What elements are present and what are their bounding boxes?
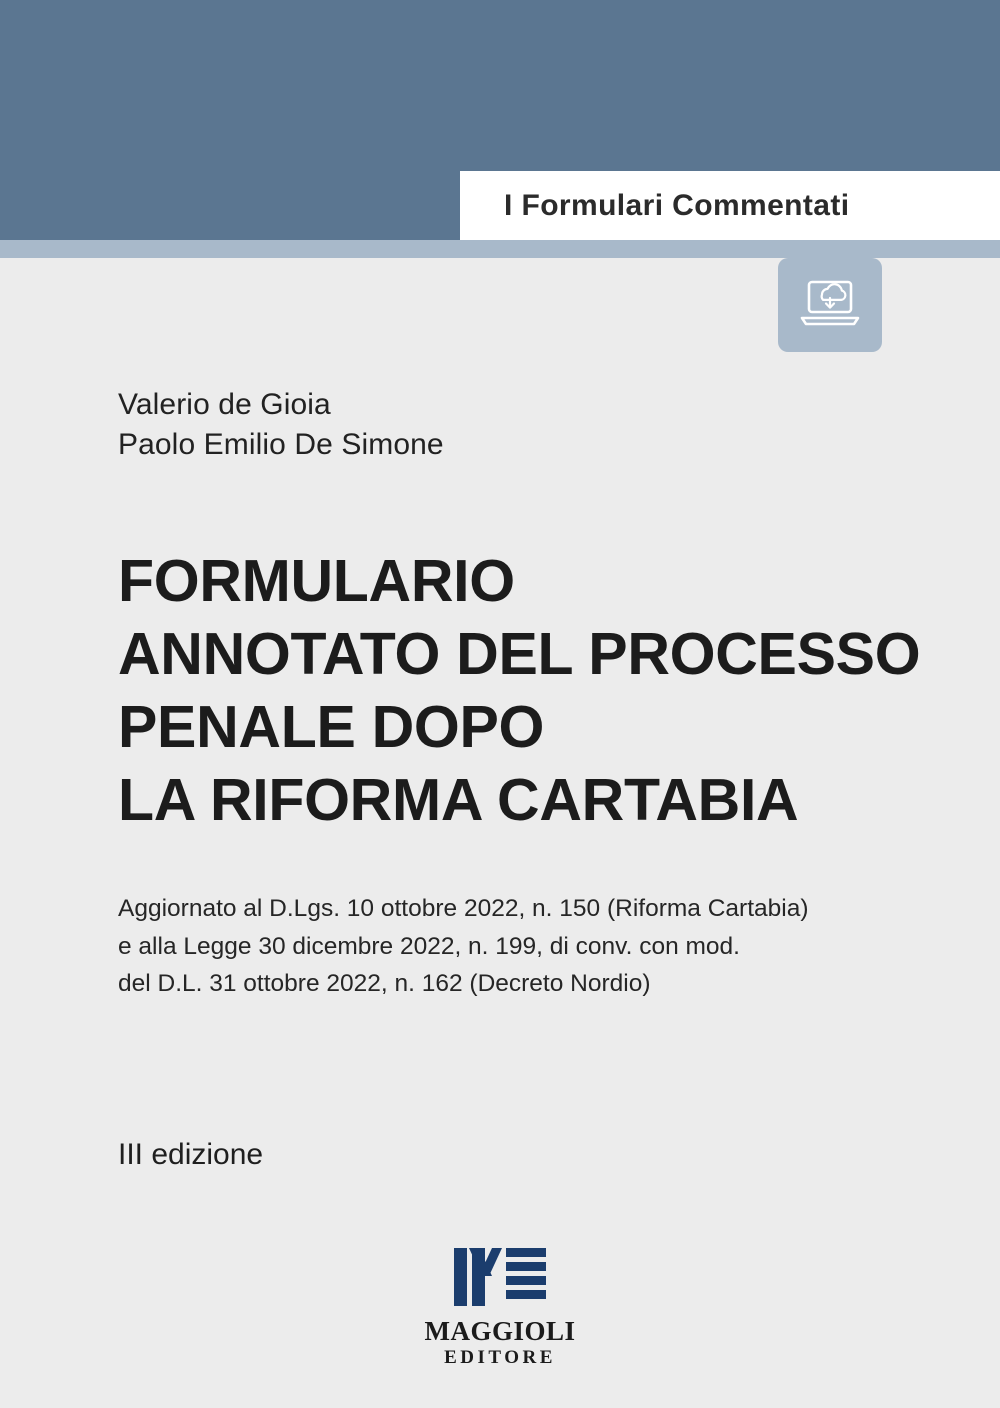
- authors-block: [118, 385, 878, 465]
- author-name: Valerio de Gioia: [118, 388, 331, 421]
- maggioli-logo-mark: [448, 1246, 552, 1308]
- publisher-subtitle: EDITORE: [444, 1347, 556, 1369]
- title-line: LA RIFORMA CARTABIA: [118, 767, 799, 834]
- title-line: ANNOTATO DEL PROCESSO: [118, 621, 921, 688]
- publisher-name: MAGGIOLI: [424, 1316, 576, 1346]
- book-subtitle: [118, 890, 918, 1003]
- series-banner: [460, 171, 1000, 240]
- subtitle-line: e alla Legge 30 dicembre 2022, n. 199, di conv. con mod.: [118, 932, 740, 960]
- top-color-band-accent: [0, 240, 1000, 258]
- digital-content-badge: [778, 258, 882, 352]
- book-title: [118, 545, 921, 838]
- edition-label: III edizione: [118, 1138, 264, 1171]
- subtitle-line: del D.L. 31 ottobre 2022, n. 162 (Decreto Nordio): [118, 970, 651, 998]
- title-line: PENALE DOPO: [118, 694, 545, 761]
- series-label: I Formulari Commentati: [504, 188, 850, 222]
- title-line: FORMULARIO: [118, 548, 515, 614]
- publisher-block: [0, 1246, 1000, 1371]
- laptop-download-icon: [799, 278, 861, 332]
- maggioli-m-logo: [448, 1246, 552, 1308]
- subtitle-line: Aggiornato al D.Lgs. 10 ottobre 2022, n. 150 (Riforma Cartabia): [118, 895, 809, 922]
- author-name: Paolo Emilio De Simone: [118, 427, 444, 461]
